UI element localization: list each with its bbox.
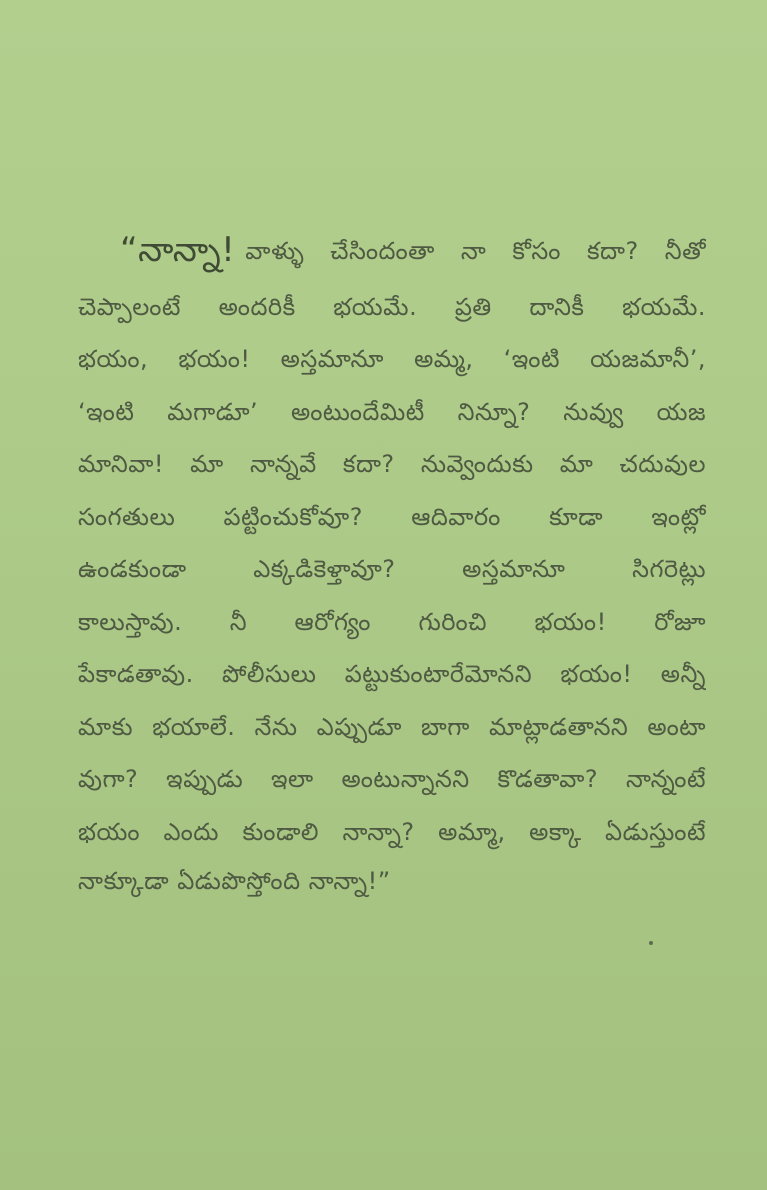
paragraph-line-7: ఉండకుండా ఎక్కడికెళ్తావూ? అస్తమానూ సిగరెట్లు — [78, 555, 706, 583]
paper-speck — [649, 941, 653, 945]
paragraph-line-9: పేకాడతావు. పోలీసులు పట్టుకుంటారేమోనని భయం! అన్నీ — [78, 660, 706, 688]
paragraph-line-8: కాలుస్తావు. నీ ఆరోగ్యం గురించి భయం! రోజూ — [78, 607, 706, 636]
line-1-text: వాళ్ళు చేసిందంతా నా కోసం కదా? నీతో — [245, 237, 706, 266]
paragraph-line-10: మాకు భయాలే. నేను ఎప్పుడూ బాగా మాట్లాడతానని అంటా — [78, 712, 706, 741]
opening-exclamation: “నాన్నా! — [120, 230, 236, 271]
paragraph — [78, 228, 706, 911]
paragraph-line-4: ‘ఇంటి మగాడూ’ అంటుందేమిటీ నిన్నూ? నువ్వు యజ — [78, 397, 706, 426]
paragraph-line-6: సంగతులు పట్టించుకోవూ? ఆదివారం కూడా ఇంట్లో — [78, 502, 706, 531]
paragraph-line-2: చెప్పాలంటే అందరికీ భయమే. ప్రతి దానికీ భయమే. — [78, 292, 706, 321]
paragraph-line-1 — [78, 228, 706, 281]
paragraph-last-line: నాక్కూడా ఏడుపొస్తోంది నాన్నా!” — [78, 867, 391, 896]
paragraph-line-12: భయం ఎందు కుండాలి నాన్నా? అమ్మా, అక్కా ఏడుస్తుంటే — [78, 817, 706, 846]
paragraph-line-3: భయం, భయం! అస్తమానూ అమ్మ, ‘ఇంటి యజమానీ’, — [78, 345, 706, 373]
paragraph-line-5: మానివా! మా నాన్నవే కదా? నువ్వెందుకు మా చదువుల — [78, 450, 706, 478]
paragraph-line-11: వుగా? ఇప్పుడు ఇలా అంటున్నానని కొడతావా? నాన్నంటే — [78, 765, 706, 793]
